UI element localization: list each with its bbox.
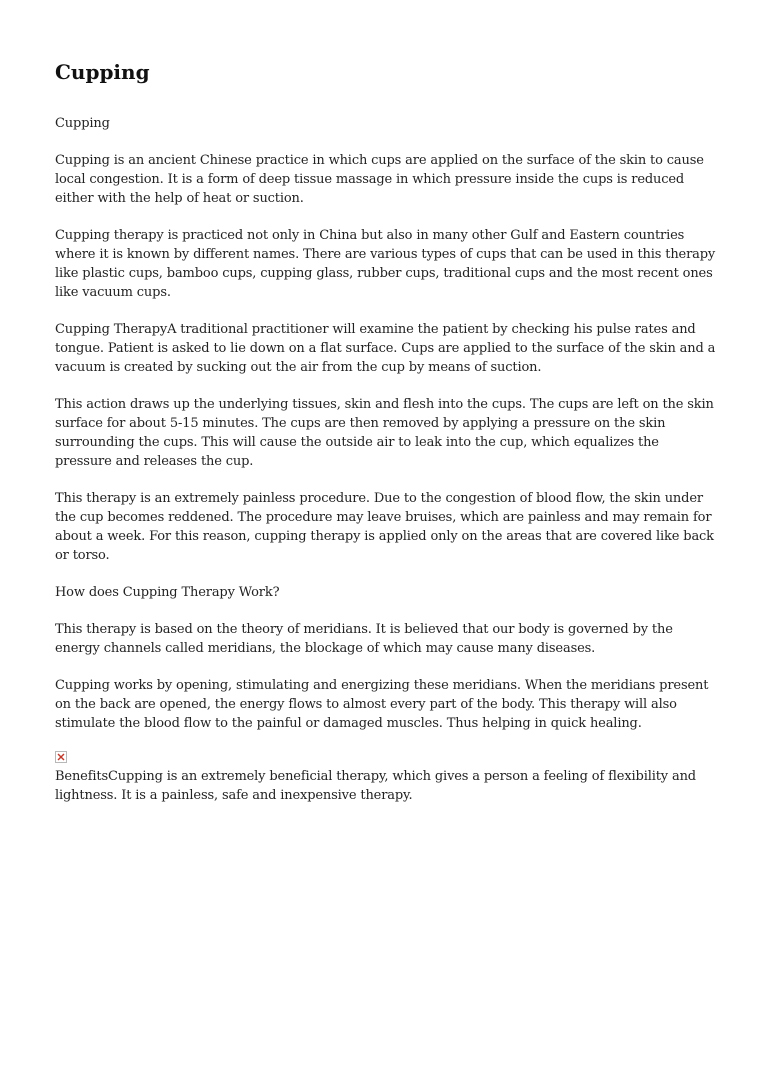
paragraph: Cupping is an ancient Chinese practice in which cups are applied on the surface of the skin to cause local congestion. It is a form of deep tissue massage in which pressure inside the cups is reduced either with the help of heat or suction. bbox=[55, 153, 704, 206]
image-placeholder bbox=[55, 751, 717, 767]
paragraph: BenefitsCupping is an extremely beneficial therapy, which gives a person a feeling of flexibility and lightness. It is a painless, safe and inexpensive therapy. bbox=[55, 769, 696, 803]
paragraph: Cupping bbox=[55, 116, 110, 131]
section-heading: How does Cupping Therapy Work? bbox=[55, 585, 280, 600]
paragraph: Cupping works by opening, stimulating and energizing these meridians. When the meridians present on the back are opened, the energy flows to almost every part of the body. This therapy will also stimulate the blood flow to the painful or damaged muscles. Thus helping in quick healing. bbox=[55, 678, 709, 731]
paragraph: This action draws up the underlying tissues, skin and flesh into the cups. The cups are left on the skin surface for about 5-15 minutes. The cups are then removed by applying a pressure on the skin surrounding the cups. This will cause the outside air to leak into the cup, which equalizes the pressure and releases the cup. bbox=[55, 397, 714, 469]
page-title: Cupping bbox=[55, 60, 150, 84]
paragraph: Cupping TherapyA traditional practitioner will examine the patient by checking his pulse rates and tongue. Patient is asked to lie down on a flat surface. Cups are applied to the surface of the skin and a vacuum is created by sucking out the air from the cup by means of suction. bbox=[55, 322, 716, 375]
paragraph: Cupping therapy is practiced not only in China but also in many other Gulf and Eastern countries where it is known by different names. There are various types of cups that can be used in this therapy like plastic cups, bamboo cups, cupping glass, rubber cups, traditional cups and the most recent ones like vacuum cups. bbox=[55, 228, 716, 300]
document-page bbox=[55, 58, 717, 823]
paragraph: This therapy is an extremely painless procedure. Due to the congestion of blood flow, the skin under the cup becomes reddened. The procedure may leave bruises, which are painless and may remain for about a week. For this reason, cupping therapy is applied only on the areas that are covered like back or torso. bbox=[55, 491, 714, 563]
broken-image-icon bbox=[55, 751, 67, 763]
paragraph: This therapy is based on the theory of meridians. It is believed that our body is governed by the energy channels called meridians, the blockage of which may cause many diseases. bbox=[55, 622, 673, 656]
